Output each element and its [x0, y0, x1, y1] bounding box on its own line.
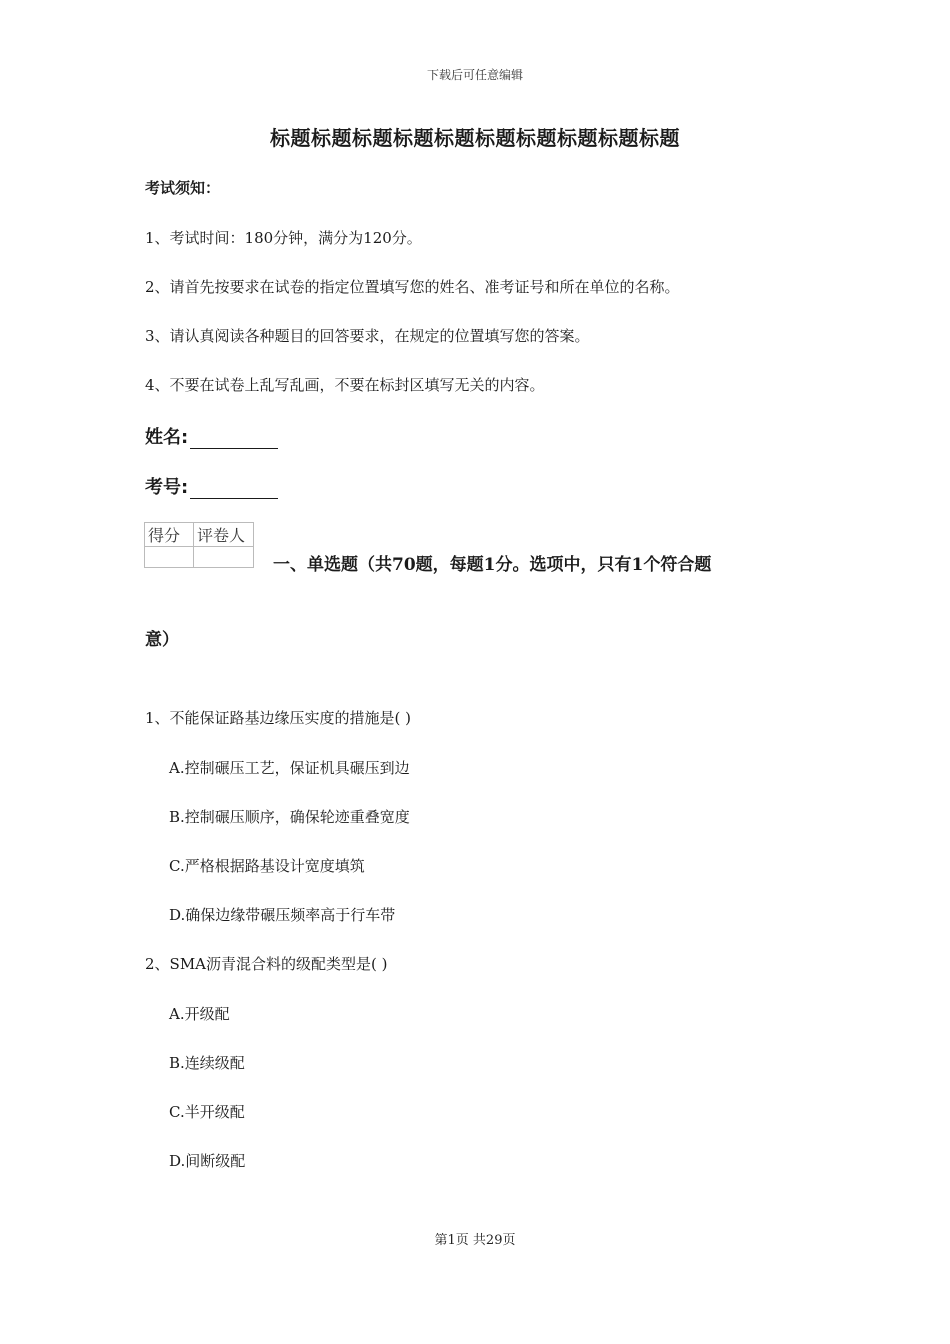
question-option: C.严格根据路基设计宽度填筑 — [169, 857, 365, 875]
exam-id-field — [145, 473, 278, 499]
name-field — [145, 423, 278, 449]
question-option: A.控制碾压工艺，保证机具碾压到边 — [169, 759, 410, 777]
notice-item: 4、不要在试卷上乱写乱画，不要在标封区填写无关的内容。 — [145, 376, 545, 394]
question-option: A.开级配 — [169, 1005, 230, 1023]
question-option: C.半开级配 — [169, 1103, 245, 1121]
exam-id-blank-line[interactable] — [190, 480, 278, 499]
question-option: D.间断级配 — [169, 1152, 246, 1170]
section-heading: 一、单选题（共70题，每题1分。选项中，只有1个符合题 — [273, 555, 712, 575]
notice-item: 2、请首先按要求在试卷的指定位置填写您的姓名、准考证号和所在单位的名称。 — [145, 278, 680, 296]
section-heading-continuation: 意） — [145, 630, 179, 650]
score-table-blank-row — [145, 547, 254, 568]
question-option: B.控制碾压顺序，确保轮迹重叠宽度 — [169, 808, 410, 826]
question-stem: 2、SMA沥青混合料的级配类型是( ) — [145, 955, 388, 973]
name-blank-line[interactable] — [190, 430, 278, 449]
document-title: 标题标题标题标题标题标题标题标题标题标题 — [270, 126, 680, 150]
score-header: 得分 — [145, 523, 194, 547]
notice-heading: 考试须知： — [145, 179, 221, 197]
grader-header: 评卷人 — [194, 523, 254, 547]
score-table-header-row — [145, 523, 254, 547]
exam-id-label: 考号: — [145, 477, 189, 498]
question-option: B.连续级配 — [169, 1054, 245, 1072]
notice-item: 3、请认真阅读各种题目的回答要求，在规定的位置填写您的答案。 — [145, 327, 590, 345]
name-label: 姓名: — [145, 427, 189, 448]
score-table — [144, 522, 254, 568]
question-option: D.确保边缘带碾压频率高于行车带 — [169, 906, 396, 924]
header-note: 下载后可任意编辑 — [426, 68, 523, 82]
grader-cell[interactable] — [194, 547, 254, 568]
notice-item: 1、考试时间：180分钟，满分为120分。 — [145, 229, 422, 247]
question-stem: 1、不能保证路基边缘压实度的措施是( ) — [145, 709, 412, 727]
page-footer: 第1页 共29页 — [434, 1233, 516, 1248]
score-cell[interactable] — [145, 547, 194, 568]
